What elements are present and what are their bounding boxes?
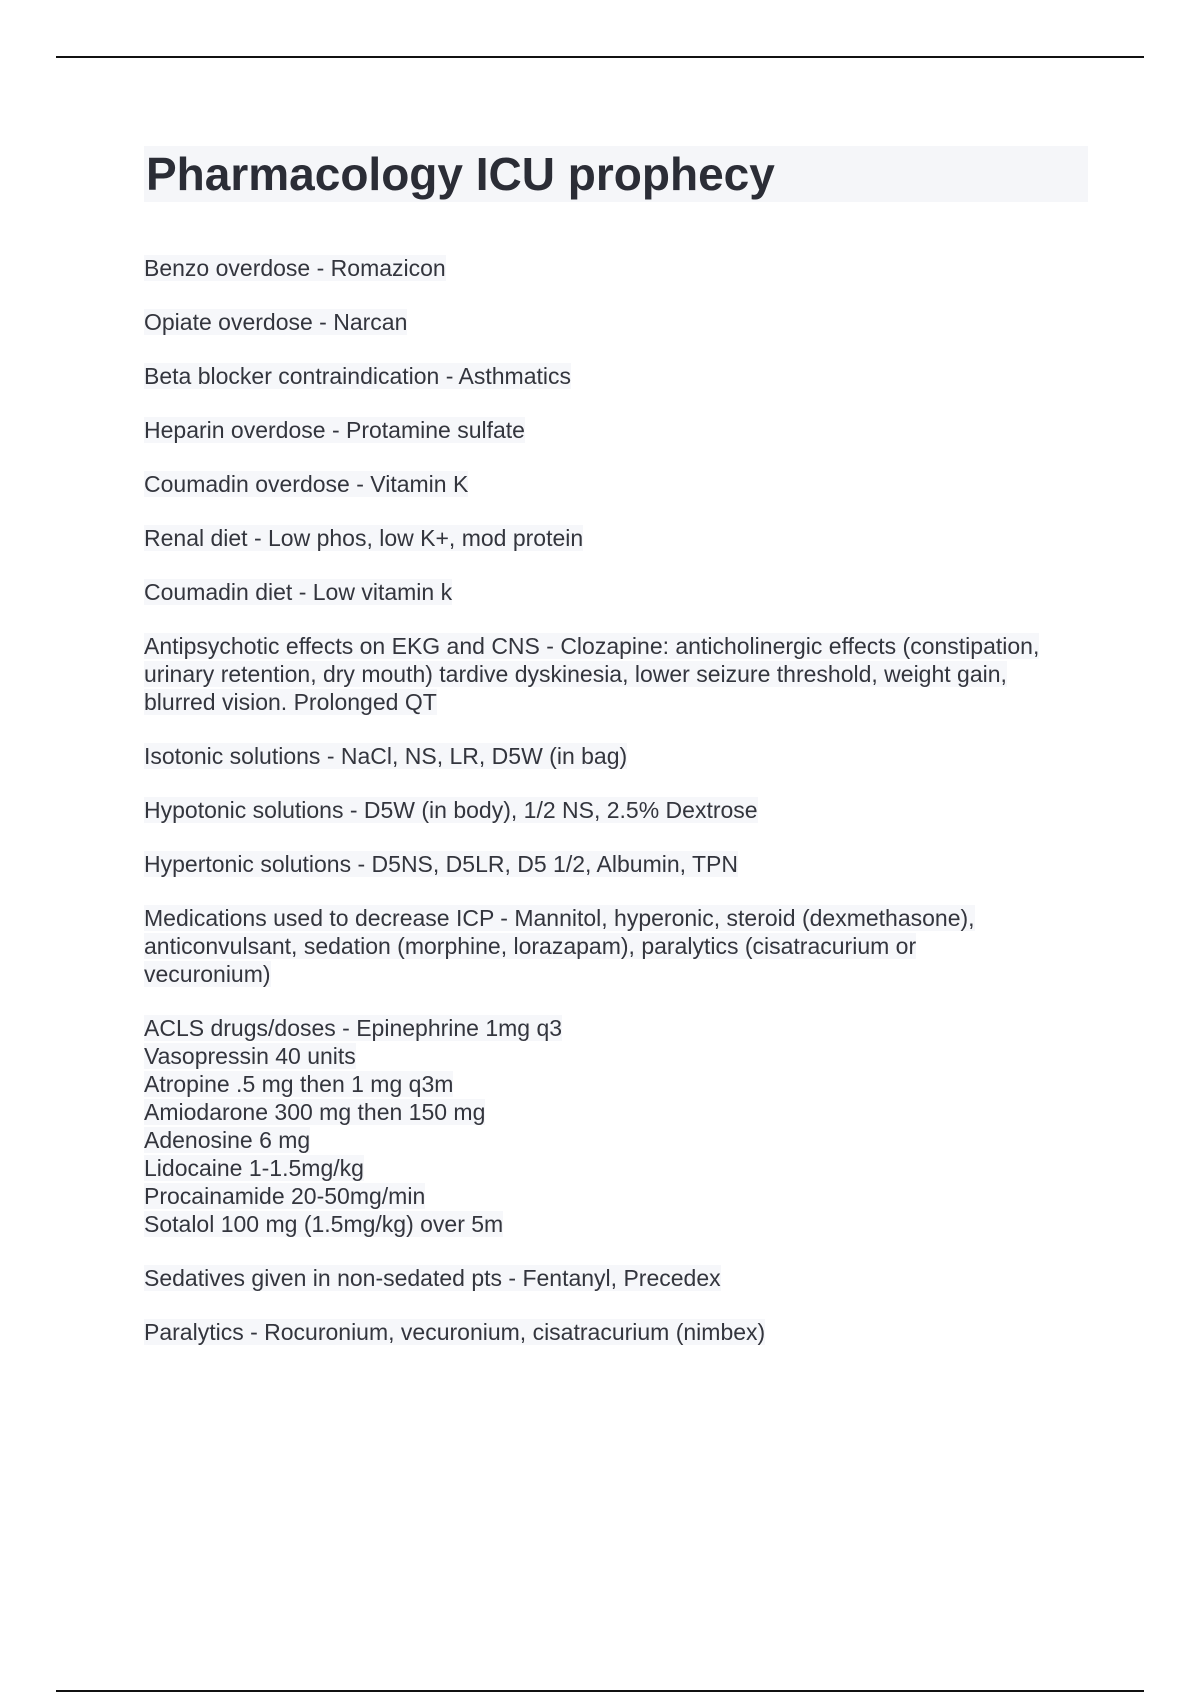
flashcard-text: anticonvulsant, sedation (morphine, lorazapam), paralytics (cisatracurium or: [144, 933, 917, 959]
flashcard-line: [144, 524, 1094, 552]
flashcard-text: Paralytics - Rocuronium, vecuronium, cisatracurium (nimbex): [144, 1319, 766, 1345]
flashcard-line: [144, 1070, 1094, 1098]
flashcard-text: Coumadin overdose - Vitamin K: [144, 471, 469, 497]
flashcard-entry: [144, 632, 1094, 716]
footer-divider: [56, 1690, 1144, 1692]
flashcard-line: [144, 362, 1094, 390]
flashcard-entry: [144, 742, 1094, 770]
flashcard-text: blurred vision. Prolonged QT: [144, 689, 437, 715]
flashcard-text: Medications used to decrease ICP - Mannitol, hyperonic, steroid (dexmethasone),: [144, 905, 975, 931]
flashcard-entry: [144, 904, 1094, 988]
flashcard-line: [144, 632, 1094, 660]
flashcard-text: Atropine .5 mg then 1 mg q3m: [144, 1071, 454, 1097]
flashcard-text: Isotonic solutions - NaCl, NS, LR, D5W (in bag): [144, 743, 628, 769]
flashcard-text: Benzo overdose - Romazicon: [144, 255, 446, 281]
flashcard-line: [144, 308, 1094, 336]
flashcard-text: ACLS drugs/doses - Epinephrine 1mg q3: [144, 1015, 563, 1041]
flashcard-text: Hypertonic solutions - D5NS, D5LR, D5 1/2, Albumin, TPN: [144, 851, 738, 877]
flashcard-text: Heparin overdose - Protamine sulfate: [144, 417, 525, 443]
flashcard-text: Sedatives given in non-sedated pts - Fentanyl, Precedex: [144, 1265, 721, 1291]
flashcard-line: [144, 660, 1094, 688]
flashcard-entry: [144, 470, 1094, 498]
flashcard-line: [144, 796, 1094, 824]
flashcard-entry: [144, 362, 1094, 390]
flashcard-line: [144, 904, 1094, 932]
flashcard-text: Coumadin diet - Low vitamin k: [144, 579, 453, 605]
flashcard-entry: [144, 850, 1094, 878]
flashcard-text: Vasopressin 40 units: [144, 1043, 356, 1069]
flashcard-line: [144, 1154, 1094, 1182]
flashcard-entry: [144, 796, 1094, 824]
flashcard-text: Sotalol 100 mg (1.5mg/kg) over 5m: [144, 1211, 504, 1237]
flashcard-line: [144, 1264, 1094, 1292]
flashcard-text: vecuronium): [144, 961, 271, 987]
header-divider: [56, 56, 1144, 58]
flashcard-text: Amiodarone 300 mg then 150 mg: [144, 1099, 486, 1125]
flashcard-line: [144, 1210, 1094, 1238]
flashcard-line: [144, 688, 1094, 716]
flashcard-text: urinary retention, dry mouth) tardive dyskinesia, lower seizure threshold, weight gain,: [144, 661, 1007, 687]
flashcard-text: Adenosine 6 mg: [144, 1127, 311, 1153]
flashcard-entry: [144, 416, 1094, 444]
flashcard-line: [144, 932, 1094, 960]
flashcard-line: [144, 960, 1094, 988]
flashcard-line: [144, 1042, 1094, 1070]
flashcard-line: [144, 416, 1094, 444]
flashcard-list: [144, 254, 1094, 1372]
flashcard-entry: [144, 254, 1094, 282]
flashcard-entry: [144, 524, 1094, 552]
flashcard-entry: [144, 1264, 1094, 1292]
flashcard-entry: [144, 578, 1094, 606]
flashcard-line: [144, 254, 1094, 282]
flashcard-line: [144, 470, 1094, 498]
flashcard-line: [144, 1318, 1094, 1346]
flashcard-text: Hypotonic solutions - D5W (in body), 1/2 NS, 2.5% Dextrose: [144, 797, 758, 823]
flashcard-line: [144, 742, 1094, 770]
flashcard-line: [144, 1098, 1094, 1126]
flashcard-entry: [144, 1014, 1094, 1238]
flashcard-text: Opiate overdose - Narcan: [144, 309, 408, 335]
flashcard-line: [144, 578, 1094, 606]
flashcard-entry: [144, 308, 1094, 336]
flashcard-text: Beta blocker contraindication - Asthmatics: [144, 363, 571, 389]
flashcard-line: [144, 1126, 1094, 1154]
flashcard-line: [144, 1182, 1094, 1210]
flashcard-line: [144, 850, 1094, 878]
flashcard-line: [144, 1014, 1094, 1042]
page-title: Pharmacology ICU prophecy: [144, 146, 1088, 202]
flashcard-entry: [144, 1318, 1094, 1346]
flashcard-text: Renal diet - Low phos, low K+, mod protein: [144, 525, 584, 551]
flashcard-text: Antipsychotic effects on EKG and CNS - Clozapine: anticholinergic effects (constipation,: [144, 633, 1040, 659]
flashcard-text: Procainamide 20-50mg/min: [144, 1183, 426, 1209]
flashcard-text: Lidocaine 1-1.5mg/kg: [144, 1155, 364, 1181]
